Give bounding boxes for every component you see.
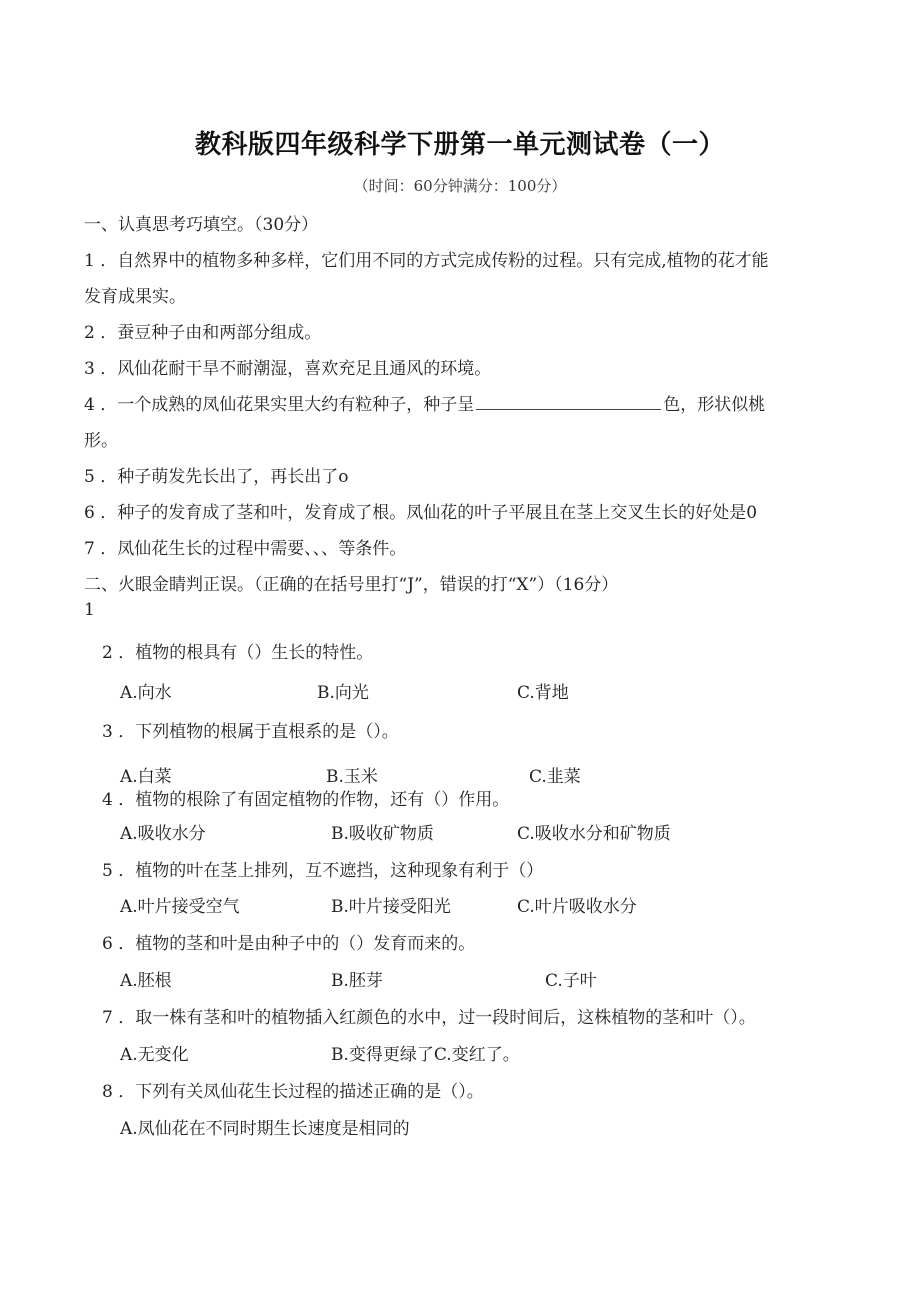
section1-heading: 一、认真思考巧填空。（30分） xyxy=(84,215,319,235)
question-2: 2 ．蚕豆种子由和两部分组成。 xyxy=(84,323,322,343)
page-title: 教科版四年级科学下册第一单元测试卷（一） xyxy=(194,130,725,160)
choice-3-stem: 3 ．下列植物的根属于直根系的是（）。 xyxy=(102,722,399,742)
page-subtitle: （时间：60分钟满分：100分） xyxy=(353,177,567,195)
question-3: 3 ．风仙花耐干旱不耐潮湿，喜欢充足且通风的环境。 xyxy=(84,359,492,379)
choice-5-option-a: A.叶片接受空气 xyxy=(120,897,240,917)
question-4-line1 xyxy=(84,390,765,415)
choice-3-option-c: C.韭菜 xyxy=(529,767,581,787)
choice-6-stem: 6 ．植物的茎和叶是由种子中的（）发育而来的。 xyxy=(102,934,476,954)
question-7: 7 ．凤仙花生长的过程中需要、、、等条件。 xyxy=(84,539,407,559)
section2-item-1: 1 xyxy=(84,600,95,620)
choice-7-option-bc: B.变得更绿了C.变红了。 xyxy=(331,1045,520,1065)
question-1-line2: 发育成果实。 xyxy=(84,287,186,307)
choice-2-option-c: C.背地 xyxy=(517,683,569,703)
choice-5-option-b: B.叶片接受阳光 xyxy=(331,897,451,917)
choice-3-option-a: A.白菜 xyxy=(120,767,172,787)
choice-4-option-a: A.吸收水分 xyxy=(120,824,206,844)
choice-5-stem: 5 ．植物的叶在茎上排列，互不遮挡，这种现象有利于（） xyxy=(102,861,544,881)
choice-8-option-a: A.凤仙花在不同时期生长速度是相同的 xyxy=(120,1119,410,1139)
choice-2-stem: 2 ．植物的根具有（）生长的特性。 xyxy=(102,643,374,663)
choice-7-option-a: A.无变化 xyxy=(120,1045,189,1065)
choice-4-stem: 4 ．植物的根除了有固定植物的作物，还有（）作用。 xyxy=(102,790,510,810)
choice-5-option-c: C.叶片吸收水分 xyxy=(517,897,637,917)
choice-4-option-b: B.吸收矿物质 xyxy=(331,824,434,844)
choice-8-stem: 8 ．下列有关凤仙花生长过程的描述正确的是（）。 xyxy=(102,1082,484,1102)
choice-3-option-b: B.玉米 xyxy=(326,767,378,787)
question-4-line2: 形。 xyxy=(84,431,118,451)
choice-4-option-c: C.吸收水分和矿物质 xyxy=(517,824,671,844)
question-1-line1: 1 ．自然界中的植物多种多样，它们用不同的方式完成传粉的过程。只有完成,植物的花才能 xyxy=(84,251,769,271)
section2-heading: 二、火眼金睛判正误。（正确的在括号里打“J”，错误的打“X”）（16分） xyxy=(84,575,619,595)
question-4-text-after: 色，形状似桃 xyxy=(663,395,766,415)
choice-6-option-b: B.胚芽 xyxy=(331,971,383,991)
question-6: 6 ．种子的发育成了茎和叶，发育成了根。凤仙花的叶子平展且在茎上交叉生长的好处是0 xyxy=(84,503,758,523)
choice-6-option-c: C.子叶 xyxy=(545,971,597,991)
question-4-text-before: 4 ．一个成熟的凤仙花果实里大约有粒种子，种子呈 xyxy=(84,395,475,415)
choice-6-option-a: A.胚根 xyxy=(120,971,172,991)
choice-7-stem: 7 ．取一株有茎和叶的植物插入红颜色的水中，过一段时间后，这株植物的茎和叶（）。 xyxy=(102,1008,756,1028)
answer-blank xyxy=(476,393,661,410)
question-5: 5 ．种子萌发先长出了，再长出了o xyxy=(84,467,349,487)
choice-2-option-b: B.向光 xyxy=(317,683,369,703)
choice-2-option-a: A.向水 xyxy=(120,683,172,703)
